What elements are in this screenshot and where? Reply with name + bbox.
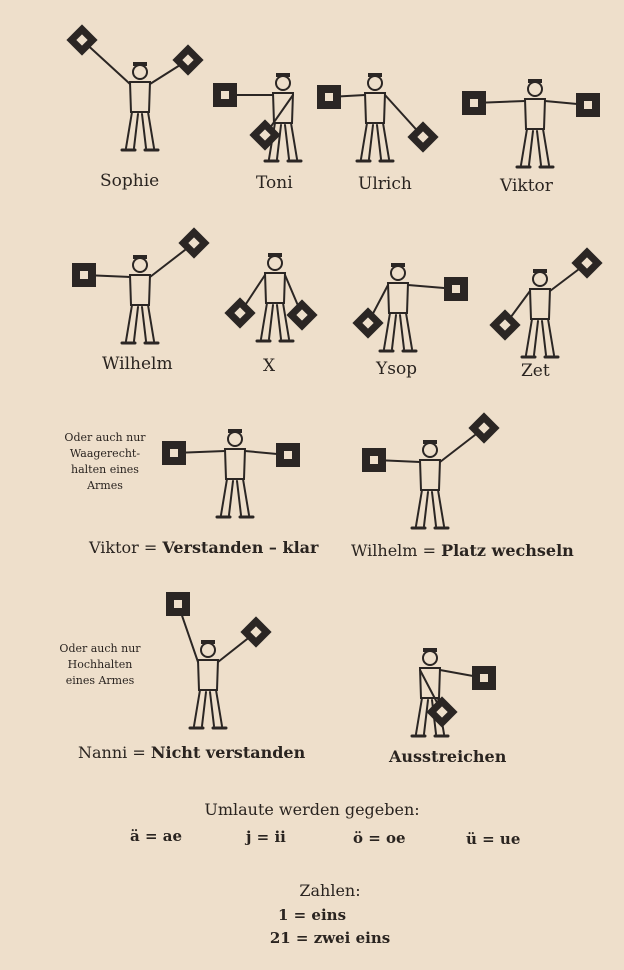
zahl-zwei-eins: 21 = zwei eins	[269, 929, 391, 947]
label-toni: Toni	[256, 173, 293, 193]
umlaut-ii: j = ii	[246, 828, 286, 846]
figure-zet	[485, 245, 610, 360]
umlaut-oe: ö = oe	[353, 829, 406, 847]
figure-sophie	[60, 30, 220, 170]
figure-wilhelm-platz	[360, 410, 510, 535]
figure-toni	[205, 65, 325, 175]
label-wilhelm: Wilhelm	[102, 354, 173, 374]
caption-ausstreichen: Ausstreichen	[389, 747, 507, 766]
figure-nanni	[160, 590, 280, 740]
caption-viktor-verstanden: Viktor = Verstanden – klar	[89, 538, 319, 557]
zahl-eins: 1 = eins	[277, 906, 347, 924]
figure-viktor	[460, 75, 610, 175]
caption-wilhelm-platz: Wilhelm = Platz wechseln	[351, 541, 574, 560]
label-x: X	[263, 356, 276, 376]
figure-ulrich	[315, 65, 445, 175]
label-ulrich: Ulrich	[358, 174, 412, 194]
caption-nanni: Nanni = Nicht verstanden	[78, 743, 306, 762]
figure-viktor-klar	[160, 425, 310, 535]
figure-x	[220, 245, 330, 350]
label-zet: Zet	[521, 361, 550, 381]
zahlen-title: Zahlen:	[299, 881, 361, 900]
umlaut-ae: ä = ae	[130, 827, 182, 845]
umlaut-ue: ü = ue	[466, 830, 521, 848]
figure-ysop	[350, 255, 480, 355]
figure-wilhelm	[70, 225, 220, 350]
note-hochhalten: Oder auch nur Hochhalten eines Armes	[59, 642, 141, 687]
umlaute-title: Umlaute werden gegeben:	[204, 800, 420, 819]
figure-ausstreichen	[390, 640, 510, 745]
note-horizontal: Oder auch nur Waagerecht- halten eines Armes	[64, 431, 146, 492]
label-viktor: Viktor	[500, 176, 553, 196]
label-sophie: Sophie	[100, 171, 160, 191]
label-ysop: Ysop	[376, 359, 418, 379]
